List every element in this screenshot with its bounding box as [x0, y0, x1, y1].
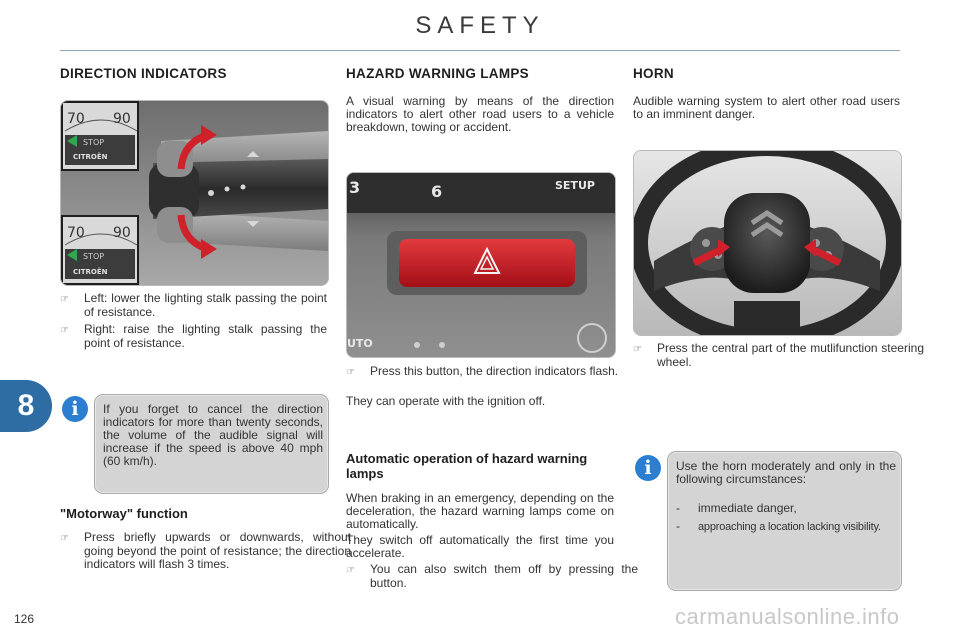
watermark: carmanualsonline.info — [675, 604, 900, 629]
hazard-ignition-note: They can operate with the ignition off. — [346, 394, 546, 408]
horn-heading: HORN — [633, 66, 674, 81]
automatic-hazard-heading: Automatic operation of hazard warning lamps — [346, 451, 588, 481]
direction-indicators-heading: DIRECTION INDICATORS — [60, 66, 227, 81]
svg-text:CITROËN: CITROËN — [73, 268, 108, 276]
horn-info-list — [676, 502, 896, 534]
finger-pointer-icon: ☞ — [633, 344, 642, 355]
motorway-bullet: ☞ Press briefly upwards or downwards, without going beyond the point of resistance; the direction indicators will flash 3 times. — [60, 530, 351, 571]
indicator-info-text: If you forget to cancel the direction indicators for more than twenty seconds, the volume of the audible signal will increase if the speed is above 40 mph (60 km/h). — [103, 402, 323, 468]
steering-wheel-photo — [633, 150, 902, 336]
hazard-warning-heading: HAZARD WARNING LAMPS — [346, 66, 529, 81]
svg-text:90: 90 — [113, 225, 131, 241]
direction-indicator-instructions — [60, 292, 327, 350]
automatic-hazard-bullet: ☞ You can also switch them off by pressing the button. — [346, 562, 638, 590]
finger-pointer-icon: ☞ — [60, 325, 69, 336]
title-divider — [60, 50, 900, 51]
svg-text:6: 6 — [431, 182, 443, 201]
horn-intro: Audible warning system to alert other road users to an imminent danger. — [633, 94, 900, 121]
hazard-intro: A visual warning by means of the direction indicators to alert other road users to a vehicle breakdown, towing or accident. — [346, 94, 614, 134]
svg-text:70: 70 — [67, 111, 85, 127]
hazard-bullet: ☞ Press this button, the direction indicators flash. — [346, 364, 619, 378]
hazard-button-photo — [346, 172, 616, 358]
page-title: SAFETY — [415, 12, 545, 39]
svg-text:STOP: STOP — [83, 252, 105, 261]
svg-text:UTO: UTO — [347, 337, 373, 350]
svg-text:3: 3 — [349, 178, 361, 197]
horn-pad — [724, 193, 810, 293]
automatic-hazard-text-2: They switch off automatically the first time you accelerate. — [346, 533, 614, 560]
finger-pointer-icon: ☞ — [346, 367, 355, 378]
svg-text:CITROËN: CITROËN — [73, 153, 108, 161]
lighting-stalk — [149, 131, 328, 251]
motorway-function-heading: "Motorway" function — [60, 506, 188, 521]
horn-info-text: Use the horn moderately and only in the following circumstances: — [676, 459, 896, 486]
info-icon: i — [62, 396, 88, 422]
svg-text:90: 90 — [113, 111, 131, 127]
direction-indicator-stalk-photo — [60, 100, 329, 286]
svg-text:SETUP: SETUP — [555, 179, 595, 192]
finger-pointer-icon: ☞ — [346, 565, 355, 576]
bullet-left: ☞ Left: lower the lighting stalk passing the point of resistance. — [60, 291, 327, 319]
cluster-inset-bottom — [61, 215, 139, 285]
page-number: 126 — [14, 612, 35, 626]
svg-text:STOP: STOP — [83, 138, 105, 147]
svg-text:70: 70 — [67, 225, 85, 241]
bullet-right: ☞ Right: raise the lighting stalk passing the point of resistance. — [60, 322, 327, 350]
list-item: - approaching a location lacking visibility. — [676, 519, 881, 533]
indicator-info-box — [94, 394, 329, 494]
horn-info-box — [667, 451, 902, 591]
automatic-hazard-text-1: When braking in an emergency, depending on the deceleration, the hazard warning lamps come on automatically. — [346, 491, 614, 531]
cluster-inset-top — [61, 101, 139, 171]
finger-pointer-icon: ☞ — [60, 533, 69, 544]
info-icon: i — [635, 455, 661, 481]
list-item: - immediate danger, — [676, 501, 797, 515]
hazard-warning-button — [399, 239, 575, 287]
finger-pointer-icon: ☞ — [60, 294, 69, 305]
horn-bullet: ☞ Press the central part of the mutlifunction steering wheel. — [633, 341, 924, 369]
chapter-tab[interactable]: 8 — [0, 380, 52, 432]
